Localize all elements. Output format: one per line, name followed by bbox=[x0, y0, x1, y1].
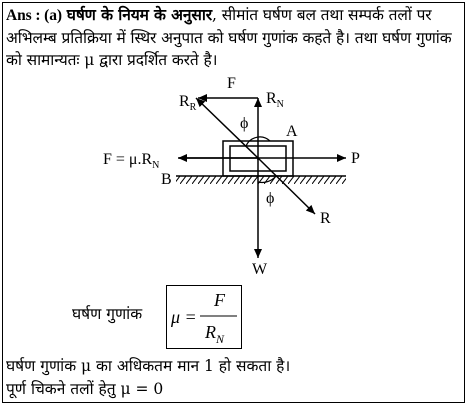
formula-box bbox=[166, 285, 242, 349]
formula-denominator: $R_N$ bbox=[205, 322, 225, 346]
footer-line-2: पूर्ण चिकने तलों हेतु μ = 0 bbox=[6, 380, 164, 398]
resultant-reaction-arrow bbox=[196, 98, 258, 158]
answer-prefix: Ans : (a) bbox=[6, 7, 62, 24]
label-f-left: $F = \mu.R_N$ bbox=[103, 151, 160, 171]
label-phi-bottom: ϕ bbox=[266, 190, 275, 207]
label-p: P bbox=[351, 150, 360, 167]
formula-label: घर्षण गुणांक bbox=[72, 305, 143, 323]
label-b: B bbox=[161, 171, 172, 188]
formula-numerator: F bbox=[214, 290, 225, 310]
label-f-top: F bbox=[227, 75, 236, 92]
label-r: R bbox=[320, 210, 331, 227]
label-rn: $R_N$ bbox=[266, 90, 284, 110]
label-a: A bbox=[286, 123, 298, 140]
answer-heading: घर्षण के नियम के अनुसार bbox=[66, 5, 213, 24]
label-phi-top: ϕ bbox=[240, 115, 249, 132]
answer-body: , सीमांत घर्षण बल तथा सम्पर्क तलों पर अभिलम्ब प्रतिक्रिया में स्थिर अनुपात को घर्षण गुणांक कहते है। तथा घर्षण गुणांक को सामान्यतः μ द्वारा प्रदर्शित करते है। bbox=[6, 6, 452, 69]
formula-graphic bbox=[167, 286, 241, 348]
formula-lhs: μ = bbox=[171, 307, 197, 327]
label-w: W bbox=[252, 261, 268, 278]
label-rr: $R_R$ bbox=[179, 93, 197, 113]
footer-line-1: घर्षण गुणांक μ का अधिकतम मान 1 हो सकता है। bbox=[6, 357, 291, 375]
